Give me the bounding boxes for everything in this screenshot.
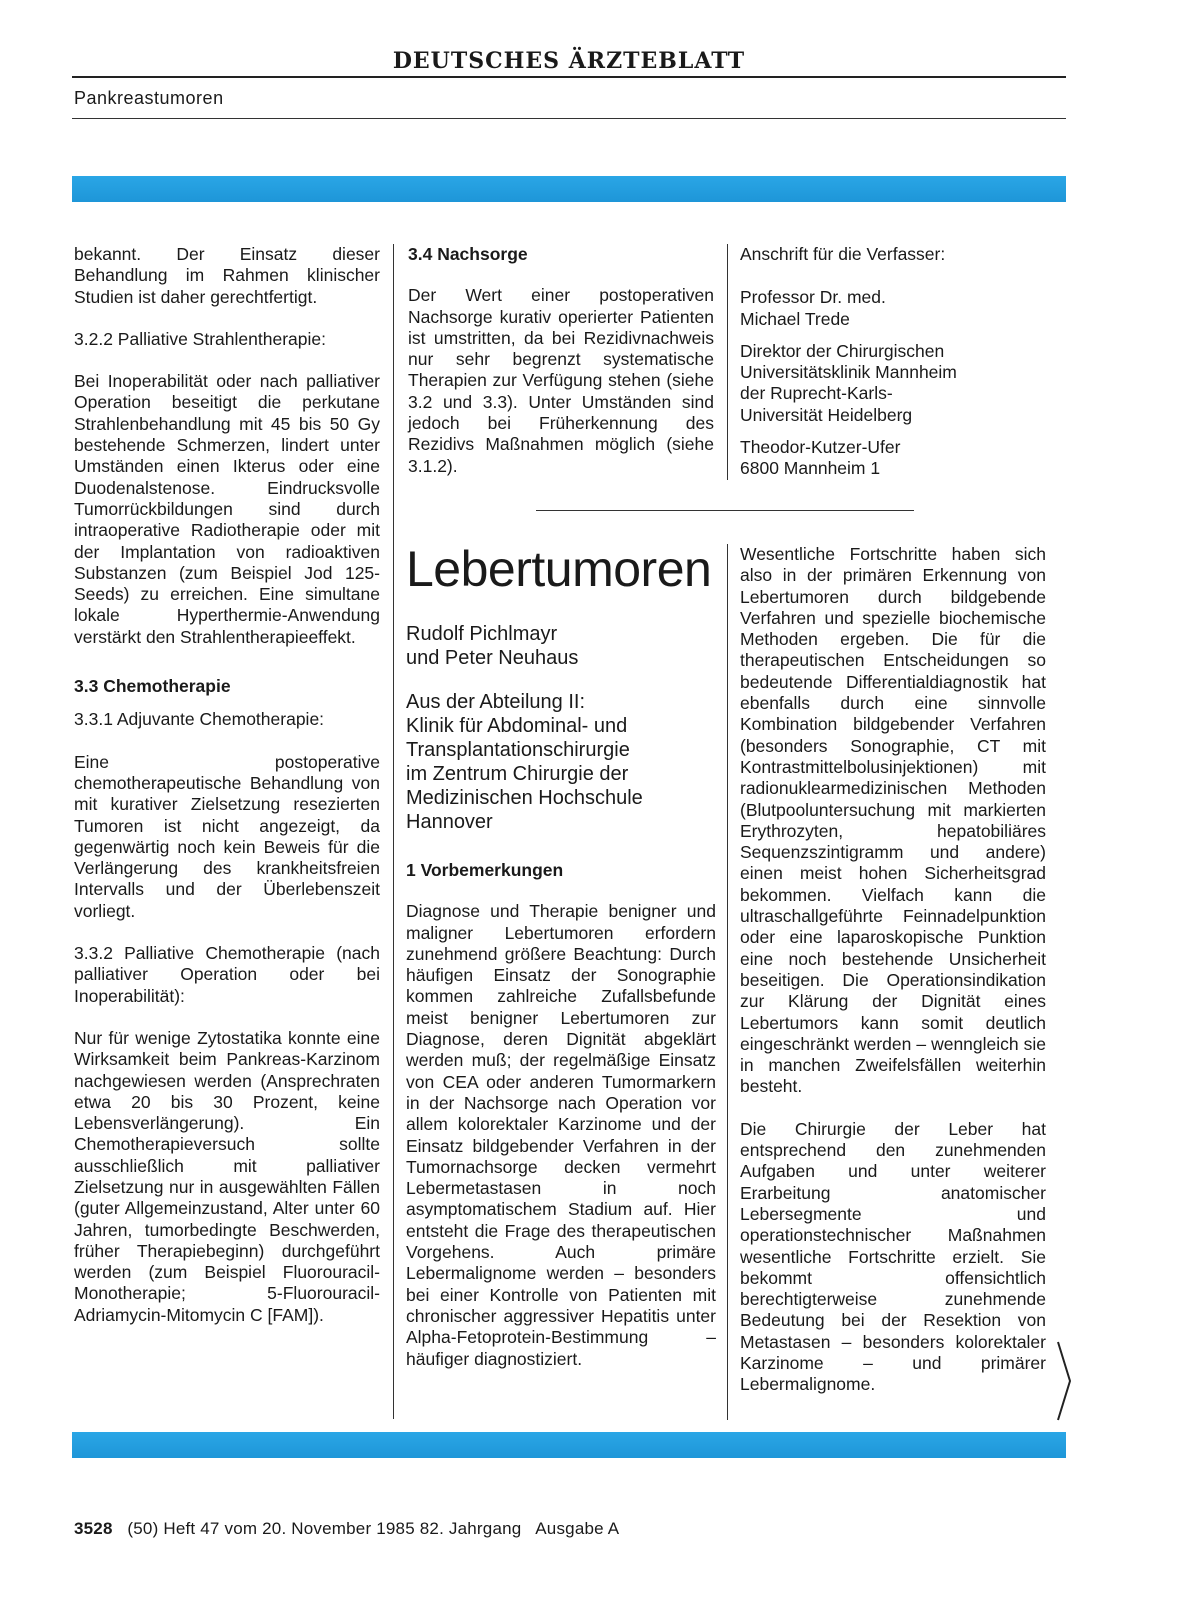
paragraph: Nur für wenige Zytostatika konnte eine Wirksamkeit beim Pankreas-Karzinom nachgewiesen werden (Ansprechraten etwa 20 bis 30 Prozent, keine Lebensverlängerung). Ein Chemotherapieversuch sollte ausschließlich mit palliativer Zielsetzung nur in ausgewählten Fällen (guter Allgemeinzustand, Alter unter 60 Jahren, tumorbedingte Beschwerden, früher Therapiebeginn) durchgeführt werden (zum Beispiel Fluorouracil-Monotherapie; 5-Fluorouracil-Adriamycin-Mitomycin C [FAM]).: [74, 1027, 380, 1325]
article-affiliation: [406, 690, 716, 834]
affiliation-line: Klinik für Abdominal- und: [406, 715, 628, 737]
subheading: 3.2.2 Palliative Strahlentherapie:: [74, 328, 326, 349]
article-start: [406, 540, 716, 1391]
address-name: Professor Dr. med.: [740, 287, 886, 308]
address-street: Theodor-Kutzer-Ufer: [740, 437, 901, 458]
address-name: Michael Trede: [740, 308, 850, 329]
masthead: DEUTSCHES ÄRZTEBLATT: [72, 48, 1066, 78]
top-blue-band: [72, 176, 1066, 202]
column-divider: [393, 244, 394, 1419]
affiliation-line: im Zentrum Chirurgie der: [406, 763, 629, 785]
column-divider: [727, 544, 728, 1420]
paragraph: bekannt. Der Einsatz dieser Behandlung im Rahmen klinischer Studien ist daher gerechtfertigt.: [74, 244, 380, 307]
subheading: 3.3.2 Palliative Chemotherapie (nach palliativer Operation oder bei Inoperabilität):: [74, 943, 380, 1006]
section-heading: 1 Vorbemerkungen: [406, 860, 564, 880]
article-separator: [536, 510, 914, 511]
affiliation-line: Transplantationschirurgie: [406, 739, 630, 761]
paragraph: Die Chirurgie der Leber hat entsprechend den zunehmenden Aufgaben und unter weiterer Erarbeitung anatomischer Lebersegmente und operationstechnischer Maßnahmen wesentliche Fortschritte erzielt. Sie bekommt offensichtlich berechtigterweise zunehmende Bedeutung bei der Resektion von Metastasen – besonders kolorektaler Karzinome – und primärer Lebermalignome.: [740, 1118, 1046, 1395]
paragraph: Der Wert einer postoperativen Nachsorge kurativ operierter Patienten ist umstritten, da bei Rezidivnachweis nur sehr begrenzt systematische Therapien zur Verfügung stehen (siehe 3.2 und 3.3). Unter Umständen sind jedoch bei Früherkennung des Rezidivs Maßnahmen möglich (siehe 3.1.2).: [408, 285, 714, 476]
article-authors: [406, 622, 716, 670]
paragraph: Diagnose und Therapie benigner und maligner Lebertumoren erfordern zunehmend größere Beachtung: Durch häufigen Einsatz der Sonographie kommen zahlreiche Zufallsbefunde meist benigner Lebertumoren zur Diagnose, deren Dignität abgeklärt werden muß; der regelmäßige Einsatz von CEA oder anderen Tumormarkern in der Nachsorge nach Operation vor allem kolorektaler Karzinome und der Einsatz bildgebender Verfahren in der Tumornachsorge decken vermehrt Lebermetastasen in noch asymptomatischem Stadium auf. Hier entsteht die Frage des therapeutischen Vorgehens. Auch primäre Lebermalignome werden – besonders bei einer Kontrolle von Patienten mit chronischer aggressiver Hepatitis unter Alpha-Fetoprotein-Bestimmung – häufiger diagnostiziert.: [406, 901, 716, 1369]
continue-arrow-icon: [1056, 1340, 1072, 1422]
affiliation-line: Aus der Abteilung II:: [406, 691, 586, 713]
column-2-top: [408, 244, 714, 498]
header-rule: [72, 118, 1066, 119]
column-3-bottom: [740, 544, 1046, 1417]
bottom-blue-band: [72, 1432, 1066, 1458]
subheading: 3.3.1 Adjuvante Chemotherapie:: [74, 709, 325, 730]
article-title: Lebertumoren: [406, 541, 712, 597]
column-divider: [727, 244, 728, 480]
address-label: Anschrift für die Verfasser:: [740, 244, 946, 264]
issue-info: (50) Heft 47 vom 20. November 1985 82. Jahrgang: [127, 1519, 522, 1538]
address-institution: der Ruprecht-Karls-: [740, 383, 893, 404]
paragraph: Bei Inoperabilität oder nach palliativer Operation beseitigt die perkutane Strahlenbehandlung mit 45 bis 50 Gy bestehende Schmerzen, lindert unter Umständen einen Ikterus oder eine Duodenalstenose. Eindrucksvolle Tumorrückbildungen sind durch intraoperative Radiotherapie oder mit der Implantation von radioaktiven Substanzen (zum Beispiel Jod 125-Seeds) zu erreichen. Eine simultane lokale Hyperthermie-Anwendung verstärkt den Strahlentherapieeffekt.: [74, 371, 380, 647]
section-heading: 3.4 Nachsorge: [408, 244, 528, 264]
paragraph: Eine postoperative chemotherapeutische Behandlung von mit kurativer Zielsetzung resezierten Tumoren ist nicht angezeigt, da gegenwärtig noch kein Beweis für die Verlängerung des krankheitsfreien Intervalls und der Überlebenszeit vorliegt.: [74, 751, 380, 921]
author-address: [740, 244, 1060, 480]
page-number: 3528: [74, 1519, 113, 1538]
paragraph: Wesentliche Fortschritte haben sich also in der primären Erkennung von Lebertumoren durch bildgebende Verfahren und spezielle biochemische Methoden ergeben. Die für die therapeutischen Entscheidungen so bedeutende Differentialdiagnostik hat ebenfalls durch eine sinnvolle Kombination bildgebender Verfahren (besonders Sonographie, CT mit Kontrastmittelbolusinjektionen) mit radionuklearmedizinischen Methoden (Blutpooluntersuchung mit markierten Erythrozyten, hepatobiliäres Sequenzszintigramm und andere) einen meist hohen Sicherheitsgrad bekommen. Vielfach kann die ultraschallgeführte Feinnadelpunktion oder eine laparoskopische Punktion eine noch bestehende Unsicherheit beseitigen. Die Operationsindikation zur Klärung der Dignität eines Lebertumors kann somit deutlich eingeschränkt werden – wenngleich sie in manchen Zweifelsfällen weiterhin besteht.: [740, 544, 1046, 1097]
address-city: 6800 Mannheim 1: [740, 458, 881, 479]
author-line: und Peter Neuhaus: [406, 647, 579, 669]
edition: Ausgabe A: [535, 1519, 620, 1538]
address-institution: Universitätsklinik Mannheim: [740, 362, 957, 383]
address-institution: Universität Heidelberg: [740, 404, 913, 425]
column-1: [74, 244, 380, 1347]
author-line: Rudolf Pichlmayr: [406, 623, 558, 645]
section-heading: 3.3 Chemotherapie: [74, 676, 231, 697]
affiliation-line: Medizinischen Hochschule: [406, 787, 643, 809]
affiliation-line: Hannover: [406, 811, 493, 833]
section-label: Pankreastumoren: [74, 88, 224, 108]
footer: [74, 1519, 619, 1539]
address-institution: Direktor der Chirurgischen: [740, 340, 945, 361]
